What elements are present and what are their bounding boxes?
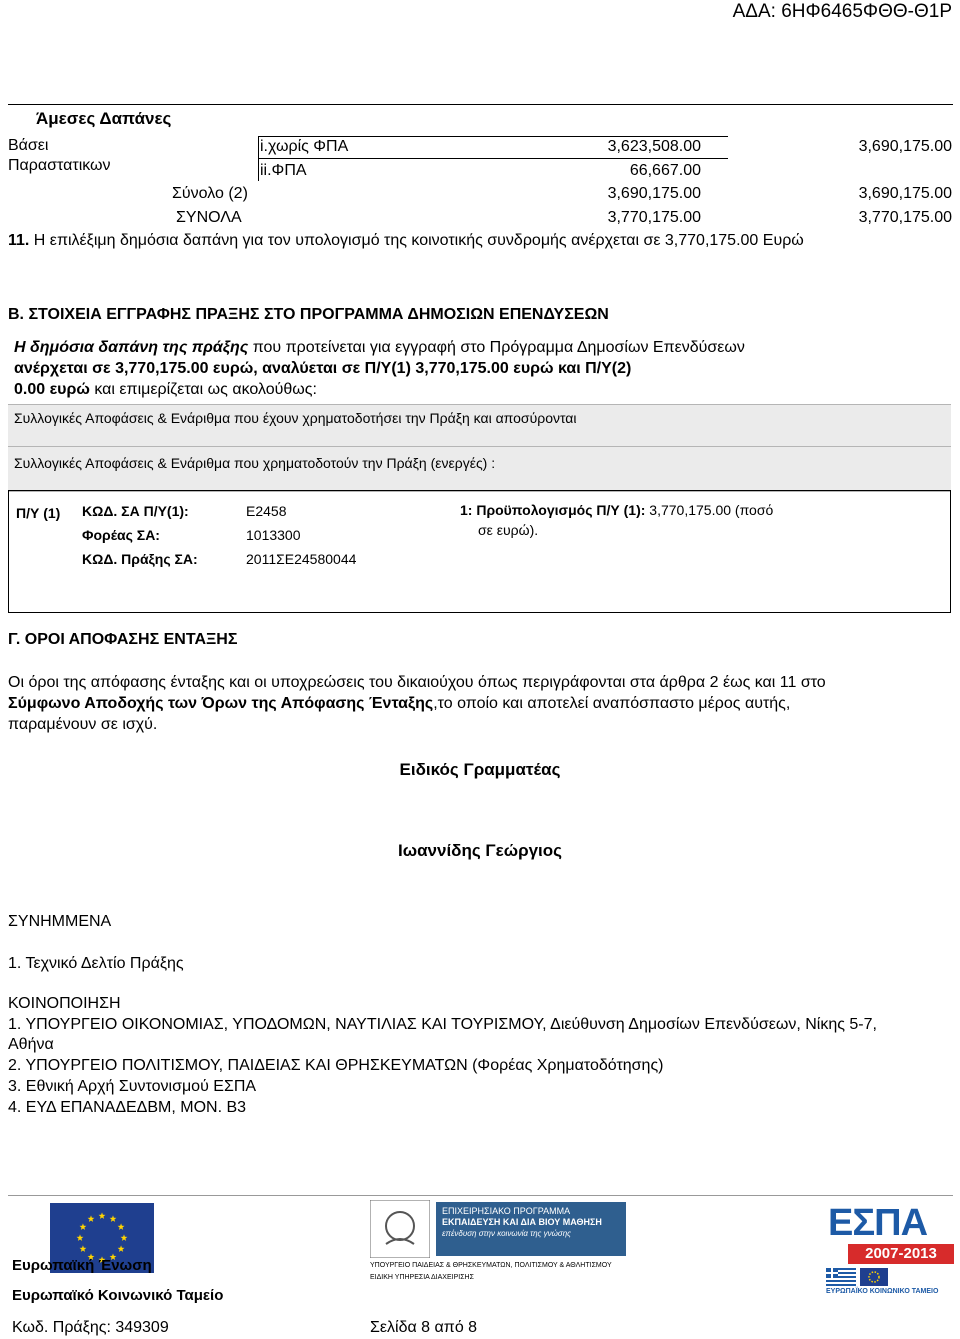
attachments-title: ΣΥΝΗΜΜΕΝΑ: [8, 913, 112, 930]
managing-authority-line: ΕΙΔΙΚΗ ΥΠΗΡΕΣΙΑ ΔΙΑΧΕΙΡΙΣΗΣ: [370, 1274, 474, 1281]
attachment-item-1: 1. Τεχνικό Δελτίο Πράξης: [8, 955, 184, 972]
row-vat-value: 66,667.00: [629, 162, 701, 179]
op-title-line-2: ΕΚΠΑΙΔΕΥΣΗ ΚΑΙ ΔΙΑ ΒΙΟΥ ΜΑΘΗΣΗ: [442, 1217, 602, 1227]
row-vat-top-border: [258, 158, 728, 159]
section-b-title: Β. ΣΤΟΙΧΕΙΑ ΕΓΓΡΑΦΗΣ ΠΡΑΞΗΣ ΣΤΟ ΠΡΟΓΡΑΜΜΑ ΔΗΜΟΣΙΩΝ ΕΠΕΝΔΥΣΕΩΝ: [8, 306, 609, 323]
section-b-paragraph-1: [14, 339, 745, 357]
py-label: Π/Υ (1): [16, 505, 61, 521]
section-c-title: Γ. ΟΡΟΙ ΑΠΟΦΑΣΗΣ ΕΝΤΑΞΗΣ: [8, 631, 238, 648]
row-no-vat-total: 3,690,175.00: [858, 138, 952, 155]
totals-value: 3,770,175.00: [607, 209, 701, 226]
section-b-p1-rest: που προτείνεται για εγγραφή στο Πρόγραμμα Δημοσίων Επενδύσεων: [248, 339, 745, 356]
notification-item-4: 4. ΕΥΔ ΕΠΑΝΑΔΕΔΒΜ, ΜΟΝ. Β3: [8, 1099, 247, 1116]
section-b-p3-amount: 0.00 ευρώ: [14, 381, 90, 398]
espa-wordmark: ΕΣΠΑ: [828, 1202, 928, 1244]
footer-divider: [8, 1195, 953, 1196]
section-c-line-2: [8, 695, 790, 713]
notification-item-1: 1. ΥΠΟΥΡΓΕΙΟ ΟΙΚΟΝΟΜΙΑΣ, ΥΠΟΔΟΜΩΝ, ΝΑΥΤΙΛΙΑΣ ΚΑΙ ΤΟΥΡΙΣΜΟΥ, Διεύθυνση Δημοσίων Επενδύσεων, Νίκης 5-7,: [8, 1016, 877, 1033]
base-label-1: Βάσει: [8, 137, 49, 154]
subtotal-label: Σύνολο (2): [172, 185, 248, 202]
budget-value: 3,770,175.00 (ποσό: [649, 502, 774, 518]
shaded-header-withdrawn: [8, 404, 951, 448]
shaded-header-withdrawn-text: Συλλογικές Αποφάσεις & Ενάριθμα που έχουν χρηματοδοτήσει την Πράξη και αποσύρονται: [14, 410, 577, 426]
kod-sa-value: Ε2458: [246, 503, 287, 519]
item-11-number: 11.: [8, 232, 30, 249]
op-education-banner: [436, 1202, 626, 1256]
eu-flag-small-icon: [860, 1268, 888, 1286]
section-b-paragraph-3: [14, 381, 317, 399]
totals-label: ΣΥΝΟΛΑ: [176, 209, 242, 226]
section-b-p2-py2: και Π/Υ(2): [553, 360, 632, 377]
budget-line: [460, 502, 773, 518]
section-c-line-1: Οι όροι της απόφασης ένταξης και οι υποχρεώσεις του δικαιούχου όπως περιγράφονται στα άρθρα 2 έως και 11 στο: [8, 674, 826, 691]
item-11: [8, 232, 804, 250]
notification-title: ΚΟΙΝΟΠΟΙΗΣΗ: [8, 995, 121, 1012]
greek-flag-icon: [826, 1268, 856, 1286]
totals-total: 3,770,175.00: [858, 209, 952, 226]
acceptance-agreement-title: Σύμφωνο Αποδοχής των Όρων της Απόφασης Ένταξης: [8, 695, 434, 712]
foreas-label: Φορέας ΣΑ:: [82, 527, 160, 543]
subtotal-value: 3,690,175.00: [607, 185, 701, 202]
signatory-name: Ιωαννίδης Γεώργιος: [398, 841, 562, 860]
item-11-text: Η επιλέξιμη δημόσια δαπάνη για τον υπολογισμό της κοινοτικής συνδρομής ανέρχεται σε 3,770,175.00 Ευρώ: [29, 232, 804, 249]
footer-page-number: Σελίδα 8 από 8: [370, 1319, 478, 1336]
row-no-vat-value: 3,623,508.00: [607, 138, 701, 155]
notification-item-3: 3. Εθνική Αρχή Συντονισμού ΕΣΠΑ: [8, 1078, 257, 1095]
notification-item-2: 2. ΥΠΟΥΡΓΕΙΟ ΠΟΛΙΤΙΣΜΟΥ, ΠΑΙΔΕΙΑΣ ΚΑΙ ΘΡΗΣΚΕΥΜΑΤΩΝ (Φορέας Χρηματοδότησης): [8, 1057, 664, 1074]
kod-sa-label: ΚΩΔ. ΣΑ Π/Υ(1):: [82, 503, 189, 519]
op-education-logo: [370, 1200, 705, 1296]
footer-eu: Ευρωπαϊκή Ένωση: [12, 1257, 152, 1274]
op-education-emblem-icon: [370, 1200, 430, 1258]
notification-item-1-cont: Αθήνα: [8, 1036, 54, 1053]
ministry-line: ΥΠΟΥΡΓΕΙΟ ΠΑΙΔΕΙΑΣ & ΘΡΗΣΚΕΥΜΑΤΩΝ, ΠΟΛΙΤΙΣΜΟΥ & ΑΘΛΗΤΙΣΜΟΥ: [370, 1262, 612, 1269]
row-vat-label: ii.ΦΠΑ: [260, 162, 307, 179]
subtotal-total: 3,690,175.00: [858, 185, 952, 202]
kod-praxis-label: ΚΩΔ. Πράξης ΣΑ:: [82, 551, 198, 567]
footer-fund: Ευρωπαϊκό Κοινωνικό Ταμείο: [12, 1287, 224, 1304]
shaded-header-active: [8, 446, 951, 492]
kod-praxis-value: 2011ΣΕ24580044: [246, 551, 357, 567]
section-b-paragraph-2: [14, 360, 631, 378]
section-c-line-3: παραμένουν σε ισχύ.: [8, 716, 158, 733]
row-label-left-border: [258, 136, 259, 181]
section-c-line-2-rest: ,το οποίο και αποτελεί αναπόσπαστο μέρος αυτής,: [433, 695, 791, 712]
ada-code: ΑΔΑ: 6ΗΦ6465ΦΘΘ-Θ1Ρ: [732, 1, 952, 22]
op-title-line-1: ΕΠΙΧΕΙΡΗΣΙΑΚΟ ΠΡΟΓΡΑΜΜΑ: [442, 1206, 571, 1216]
espa-years-badge: 2007-2013: [848, 1244, 954, 1264]
section-b-p2-amount: ανέρχεται σε 3,770,175.00 ευρώ: [14, 360, 254, 377]
public-expenditure-phrase: Η δημόσια δαπάνη της πράξης: [14, 339, 249, 356]
direct-costs-title: Άμεσες Δαπάνες: [36, 109, 172, 128]
budget-value-cont: σε ευρώ).: [478, 522, 539, 538]
section-b-p2-analysis: , αναλύεται σε Π/Υ(1) 3,770,175.00 ευρώ: [253, 360, 554, 377]
base-label-2: Παραστατικων: [8, 157, 111, 174]
table-top-border: [8, 104, 953, 105]
section-b-p3-rest: και επιμερίζεται ως ακολούθως:: [89, 381, 317, 398]
op-title-line-3: επένδυση στην κοινωνία της γνώσης: [442, 1229, 572, 1238]
espa-fund-text: ΕΥΡΩΠΑΪΚΟ ΚΟΙΝΩΝΙΚΟ ΤΑΜΕΙΟ: [826, 1288, 939, 1295]
budget-label: 1: Προϋπολογισμός Π/Υ (1):: [460, 502, 646, 518]
signatory-role: Ειδικός Γραμματέας: [399, 760, 561, 779]
row-no-vat-top-border: [258, 136, 728, 137]
espa-logo: [826, 1202, 958, 1298]
foreas-value: 1013300: [246, 527, 301, 543]
footer-project-code: Κωδ. Πράξης: 349309: [12, 1319, 169, 1336]
shaded-header-active-text: Συλλογικές Αποφάσεις & Ενάριθμα που χρηματοδοτούν την Πράξη (ενεργές) :: [14, 455, 496, 471]
row-no-vat-label: i.χωρίς ΦΠΑ: [260, 138, 349, 155]
